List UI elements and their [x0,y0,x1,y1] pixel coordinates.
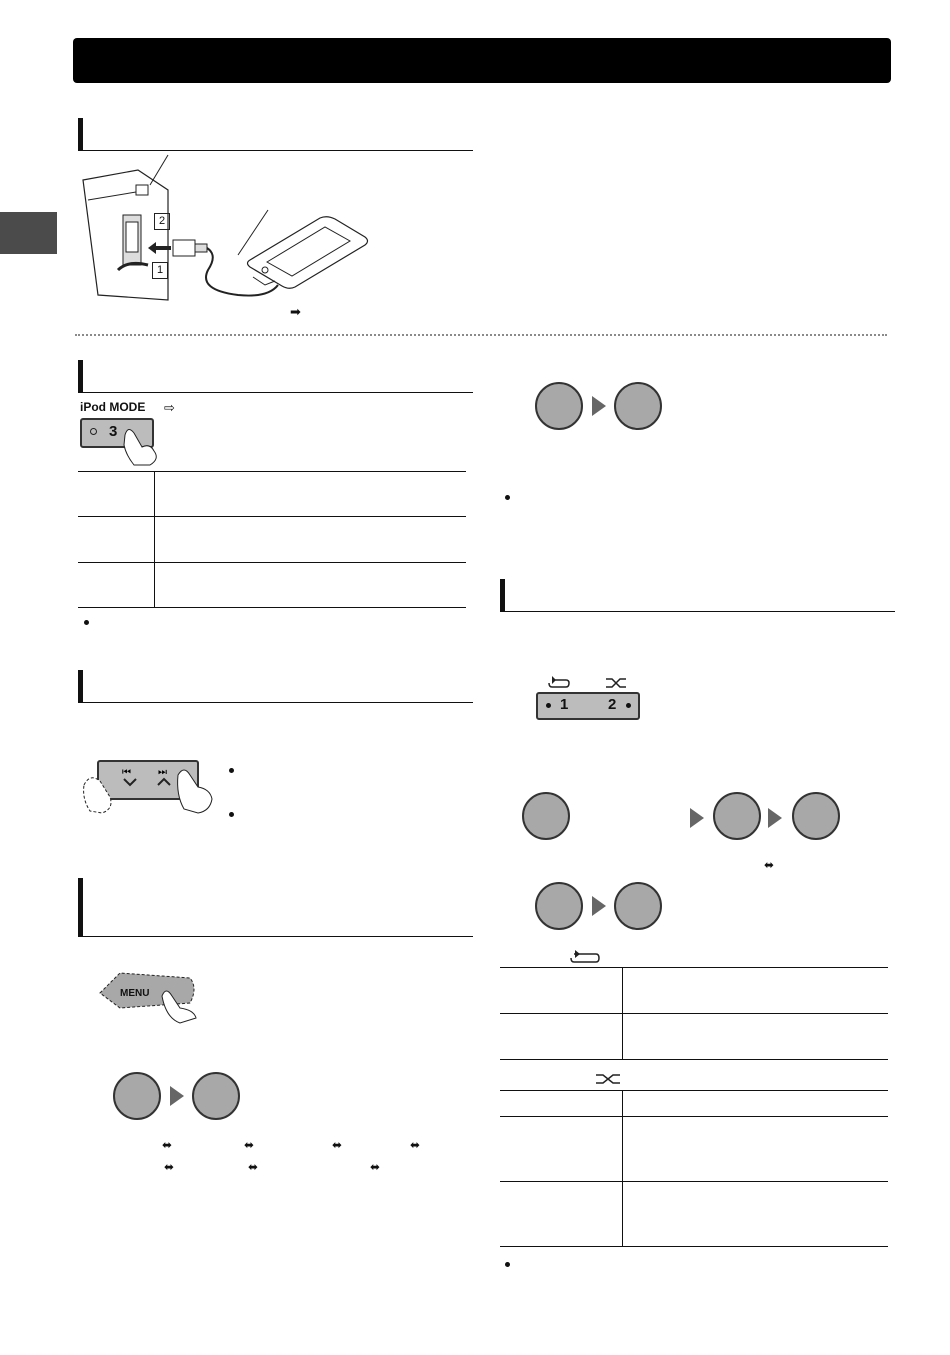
note-bullet [84,620,89,625]
table-rule [78,562,466,563]
menu-label: MENU [120,988,150,999]
table-rule [500,1059,888,1060]
iphone-illustration [245,215,370,290]
table-rule [500,1246,888,1247]
note-bullet [505,495,510,500]
repeat-icon-svg [548,676,570,690]
table-rule [500,1013,888,1014]
skip-buttons-illustration [80,755,220,815]
shuffle-icon-svg [606,676,628,690]
button-dot [626,703,631,708]
table-rule [500,1181,888,1182]
control-knob[interactable] [792,792,840,840]
section-heading-menu [78,878,473,937]
control-knob[interactable] [535,382,583,430]
double-arrow: ⬌ [764,858,775,872]
step-number-two: 2 [158,215,166,227]
double-arrow: ⬌ [332,1138,343,1152]
see-also-arrow: ➡ [290,304,301,319]
table-divider [622,967,623,1059]
table-rule [78,607,466,608]
table-rule [78,516,466,517]
section-heading-ipod-mode [78,360,473,393]
next-step-arrow [592,396,606,416]
preset-two-label: 2 [608,696,617,713]
double-arrow: ⬌ [370,1160,381,1174]
ipod-mode-label: iPod MODE [80,400,146,414]
section-heading-skip [78,670,473,703]
button-dot [546,703,551,708]
preset-buttons[interactable] [536,692,640,720]
hand-pointer-icon [120,425,160,465]
double-arrow: ⬌ [248,1160,259,1174]
iphone-illustration-svg [245,215,370,290]
table-rule [500,967,888,968]
hand-pointer-svg [120,425,160,465]
step-number-one: 1 [156,264,164,276]
section-heading-repeat-shuffle [500,579,895,612]
next-step-arrow [768,808,782,828]
hollow-arrow: ⇨ [164,400,175,415]
page-title-bar [73,38,891,83]
control-knob[interactable] [614,882,662,930]
menu-button-svg [100,968,200,1023]
control-knob[interactable] [522,792,570,840]
double-arrow: ⬌ [410,1138,421,1152]
control-knob[interactable] [614,382,662,430]
note-bullet [505,1262,510,1267]
note-bullet [229,768,234,773]
next-step-arrow [170,1086,184,1106]
control-knob[interactable] [192,1072,240,1120]
svg-text:⏭: ⏭ [158,767,167,778]
svg-text:⏮: ⏮ [122,767,131,778]
section-heading-connect [78,118,473,151]
button-dot [90,428,97,435]
double-arrow: ⬌ [244,1138,255,1152]
table-rule [500,1090,888,1091]
table-divider [154,471,155,607]
table-divider [622,1090,623,1246]
repeat-icon [570,950,600,964]
note-bullet [229,812,234,817]
repeat-icon-svg [570,950,600,964]
control-knob[interactable] [113,1072,161,1120]
shuffle-icon-svg [596,1072,622,1086]
step-box-two [154,213,170,230]
section-divider [75,334,887,336]
step-box-one [152,262,168,279]
table-rule [500,1116,888,1117]
shuffle-icon [606,676,628,690]
next-step-arrow [690,808,704,828]
chapter-tab [0,212,57,254]
double-arrow: ⬌ [162,1138,173,1152]
control-knob[interactable] [713,792,761,840]
shuffle-icon [596,1072,622,1086]
control-knob[interactable] [535,882,583,930]
mode-button-number: 3 [109,423,118,440]
preset-one-label: 1 [560,696,569,713]
skip-buttons-svg [80,755,220,815]
double-arrow: ⬌ [164,1160,175,1174]
repeat-icon [548,676,570,690]
table-rule [78,471,466,472]
menu-button[interactable] [100,968,200,1023]
next-step-arrow [592,896,606,916]
